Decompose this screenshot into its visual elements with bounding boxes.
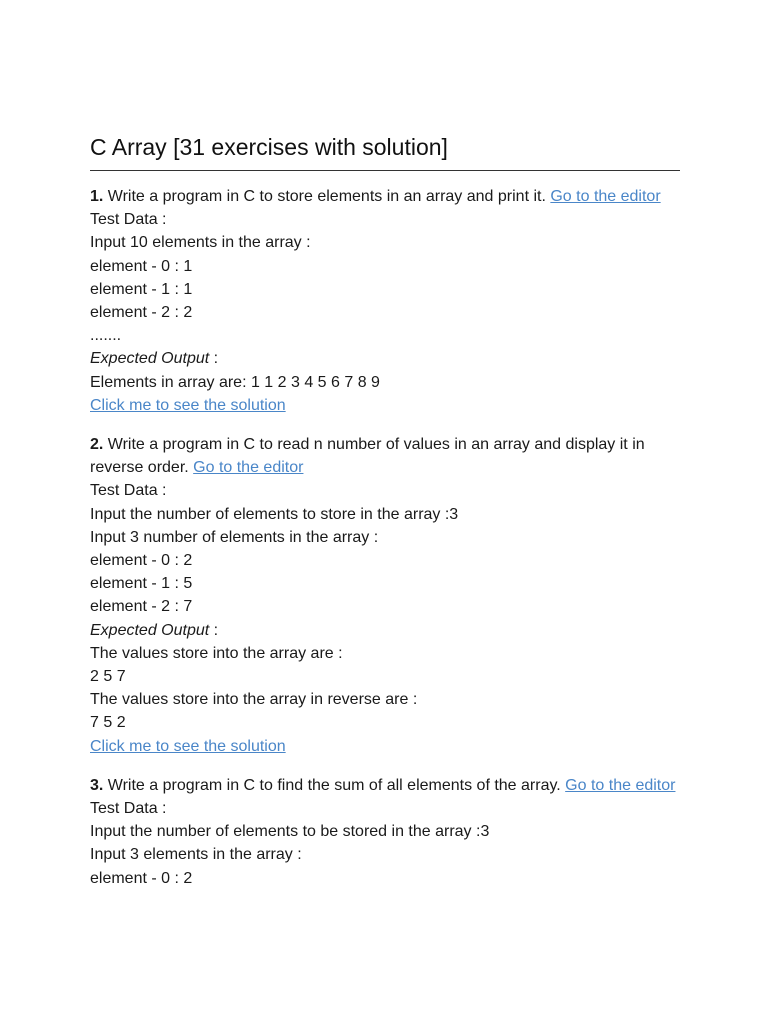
exercise-2-solution-line xyxy=(90,735,680,758)
exercise-1-solution-link[interactable]: Click me to see the solution xyxy=(90,396,286,414)
exercise-3-number: 3. xyxy=(90,776,104,794)
exercise-3 xyxy=(90,774,680,890)
exercise-3-test-line: Input the number of elements to be stored in the array :3 xyxy=(90,823,490,841)
exercise-1-test-data-label: Test Data : xyxy=(90,211,167,229)
exercise-1 xyxy=(90,185,680,417)
exercise-2-question-line xyxy=(90,433,680,479)
exercise-2-editor-link[interactable]: Go to the editor xyxy=(193,459,304,477)
exercise-2-test-line: Input the number of elements to store in the array :3 xyxy=(90,505,459,523)
exercise-2-output-line: 2 5 7 xyxy=(90,668,126,686)
exercise-2-test-line: element - 1 : 5 xyxy=(90,575,193,593)
exercise-1-test-line: ....... xyxy=(90,327,122,345)
exercise-1-editor-link[interactable]: Go to the editor xyxy=(550,188,661,205)
exercise-1-expected-suffix: : xyxy=(209,350,219,368)
exercise-2-test-line: element - 0 : 2 xyxy=(90,552,193,570)
exercise-1-expected-output-heading xyxy=(90,347,680,370)
exercise-1-test-line: element - 1 : 1 xyxy=(90,280,193,298)
exercise-1-output-line: Elements in array are: 1 1 2 3 4 5 6 7 8 9 xyxy=(90,373,380,391)
exercise-3-test-data-label: Test Data : xyxy=(90,800,167,818)
exercise-2-expected-label: Expected Output xyxy=(90,621,210,639)
exercise-2-test-line: Input 3 number of elements in the array : xyxy=(90,528,379,546)
exercise-2-solution-link[interactable]: Click me to see the solution xyxy=(90,737,286,755)
exercise-2-test-line: element - 2 : 7 xyxy=(90,598,193,616)
exercise-1-expected-label: Expected Output xyxy=(90,350,210,368)
exercise-2-output-line: The values store into the array are : xyxy=(90,644,343,662)
exercise-2-expected-output-heading xyxy=(90,619,680,642)
exercise-1-test-line: element - 2 : 2 xyxy=(90,304,193,322)
exercise-2-number: 2. xyxy=(90,436,104,454)
document-page xyxy=(90,132,680,890)
exercise-3-question-line xyxy=(90,774,680,797)
exercise-2 xyxy=(90,433,680,758)
exercise-1-number: 1. xyxy=(90,188,104,205)
exercise-1-solution-line xyxy=(90,394,680,417)
exercise-2-output-line: 7 5 2 xyxy=(90,714,126,732)
exercise-1-question-line xyxy=(90,185,680,208)
exercise-3-question: Write a program in C to find the sum of all elements of the array. xyxy=(103,776,566,794)
exercise-1-test-line: Input 10 elements in the array : xyxy=(90,234,311,252)
exercise-3-test-line: Input 3 elements in the array : xyxy=(90,846,302,864)
exercise-2-output-line: The values store into the array in reverse are : xyxy=(90,691,418,709)
exercise-1-test-line: element - 0 : 1 xyxy=(90,257,193,275)
page-title: C Array [31 exercises with solution] xyxy=(90,132,680,171)
exercise-2-expected-suffix: : xyxy=(209,621,219,639)
exercise-2-question: Write a program in C to read n number of values in an array and display it in reverse order. xyxy=(90,436,650,477)
exercise-3-test-line: element - 0 : 2 xyxy=(90,869,193,887)
exercise-2-test-data-label: Test Data : xyxy=(90,482,167,500)
exercise-3-editor-link[interactable]: Go to the editor xyxy=(565,776,676,794)
exercise-1-question: Write a program in C to store elements in an array and print it. xyxy=(103,188,551,205)
